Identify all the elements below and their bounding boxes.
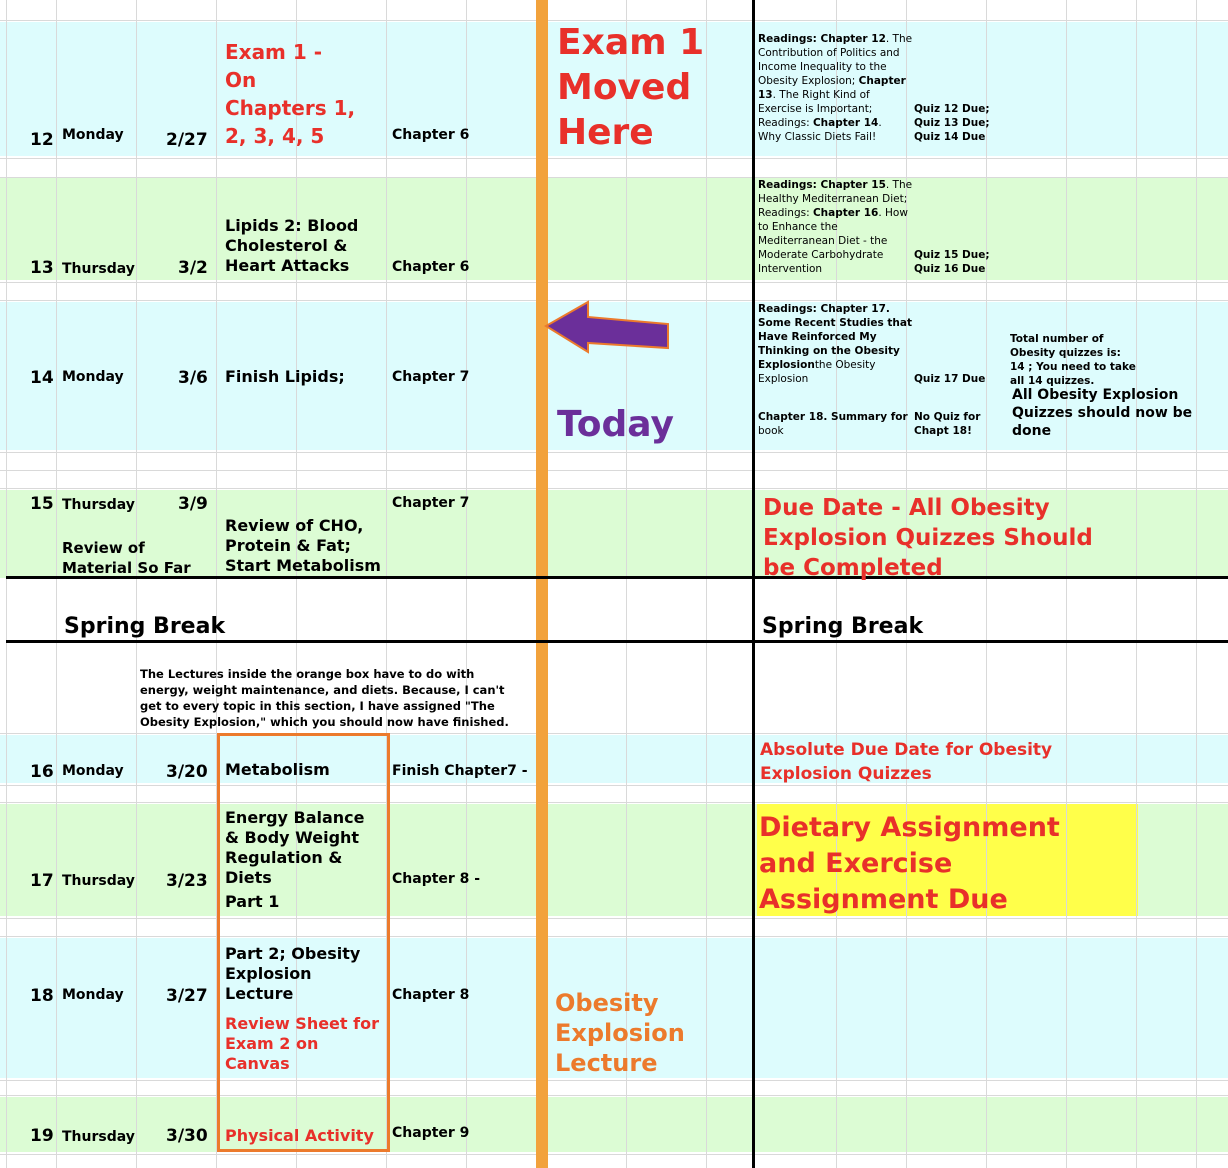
row-19-topic: Physical Activity bbox=[225, 1126, 374, 1145]
orange-divider bbox=[536, 0, 548, 1168]
row-19-chapter: Chapter 9 bbox=[392, 1125, 470, 1141]
row-17-date: 3/23 bbox=[166, 871, 208, 891]
row-15-date: 3/9 bbox=[178, 494, 208, 514]
obesity-explosion-lecture-note: Obesity Explosion Lecture bbox=[555, 989, 685, 1077]
row-19-day: Thursday bbox=[62, 1129, 135, 1145]
exam-moved-note: Exam 1 Moved Here bbox=[557, 22, 705, 153]
dietary-assignment-due: Dietary Assignment and Exercise Assignment Due bbox=[759, 812, 1060, 915]
row-12-readings: Readings: Chapter 12. The Contribution of Politics and Income Inequality to the Obesity Explosion; Chapter 13. The Right Kind of Exercise is Important; Readings: Chapter 14. Why Classic Diets Fail! bbox=[758, 33, 913, 143]
row-12-chapter: Chapter 6 bbox=[392, 127, 470, 143]
row-13-date: 3/2 bbox=[178, 258, 208, 278]
no-quiz-note: No Quiz for Chapt 18! bbox=[914, 411, 981, 437]
row-17-day: Thursday bbox=[62, 873, 135, 889]
row-18-date: 3/27 bbox=[166, 986, 208, 1006]
row-13-readings: Readings: Chapter 15. The Healthy Mediterranean Diet; Readings: Chapter 16. How to Enhance the Mediterranean Diet - the Moderate Carbohydrate Intervention bbox=[758, 179, 913, 275]
row-17-topic: Energy Balance & Body Weight Regulation & Diets Part 1 bbox=[225, 808, 365, 911]
row-14-day: Monday bbox=[62, 369, 124, 385]
row-15-day: Thursday bbox=[62, 497, 135, 513]
row-15-chapter: Chapter 7 bbox=[392, 495, 470, 511]
row-14-topic: Finish Lipids; bbox=[225, 367, 345, 386]
row-13-chapter: Chapter 6 bbox=[392, 259, 470, 275]
due-all-obesity-quizzes: Due Date - All Obesity Explosion Quizzes Should be Completed bbox=[763, 495, 1093, 581]
row-15-number: 15 bbox=[30, 494, 54, 514]
row-12-number: 12 bbox=[30, 130, 54, 150]
row-18-chapter: Chapter 8 bbox=[392, 987, 470, 1003]
absolute-due-date: Absolute Due Date for Obesity Explosion Quizzes bbox=[760, 740, 1053, 784]
row-19-number: 19 bbox=[30, 1126, 54, 1146]
row-16-topic: Metabolism bbox=[225, 760, 330, 779]
today-label: Today bbox=[557, 404, 674, 445]
row-12-day: Monday bbox=[62, 127, 124, 143]
spring-break-bottom-line bbox=[6, 640, 1228, 643]
arrow-left-icon bbox=[542, 300, 674, 356]
row-15-review-note: Review of Material So Far bbox=[62, 539, 191, 577]
row-18-topic: Part 2; Obesity Explosion Lecture bbox=[225, 944, 361, 1003]
row-14-chapter: Chapter 7 bbox=[392, 369, 470, 385]
row-13-topic: Lipids 2: Blood Cholesterol & Heart Attacks bbox=[225, 216, 359, 275]
row-14-date: 3/6 bbox=[178, 368, 208, 388]
row-13-quiz-due: Quiz 15 Due; Quiz 16 Due bbox=[914, 249, 990, 275]
row-17-chapter: Chapter 8 - bbox=[392, 871, 481, 887]
spring-break-left: Spring Break bbox=[64, 614, 226, 639]
row-16-date: 3/20 bbox=[166, 762, 208, 782]
chapter-18-readings: Chapter 18. Summary for book bbox=[758, 411, 908, 437]
row-12-topic: Exam 1 - On Chapters 1, 2, 3, 4, 5 bbox=[225, 40, 356, 148]
row-14-quiz-due: Quiz 17 Due bbox=[914, 373, 986, 385]
row-13-day: Thursday bbox=[62, 261, 135, 277]
row-16-number: 16 bbox=[30, 762, 54, 782]
row-14-number: 14 bbox=[30, 368, 54, 388]
row-14-readings: Readings: Chapter 17. Some Recent Studies that Have Reinforced My Thinking on the Obesity Explosionthe Obesity Explosion bbox=[758, 303, 912, 385]
review-sheet-note: Review Sheet for Exam 2 on Canvas bbox=[225, 1014, 379, 1073]
black-divider bbox=[752, 0, 755, 1168]
all-done-note: All Obesity Explosion Quizzes should now be done bbox=[1012, 387, 1193, 439]
row-15-topic: Review of CHO, Protein & Fat; Start Metabolism bbox=[225, 516, 381, 575]
row-12-quiz-due: Quiz 12 Due; Quiz 13 Due; Quiz 14 Due bbox=[914, 103, 990, 143]
row-18-number: 18 bbox=[30, 986, 54, 1006]
row-16-chapter: Finish Chapter7 - bbox=[392, 763, 528, 779]
spring-break-right: Spring Break bbox=[762, 614, 924, 639]
total-quizzes-note: Total number of Obesity quizzes is: 14 ; You need to take all 14 quizzes. bbox=[1010, 333, 1136, 387]
row-19-date: 3/30 bbox=[166, 1126, 208, 1146]
orange-lecture-box bbox=[217, 733, 390, 1152]
row-13-number: 13 bbox=[30, 258, 54, 278]
row-16-day: Monday bbox=[62, 763, 124, 779]
row-17-number: 17 bbox=[30, 871, 54, 891]
orange-box-intro: The Lectures inside the orange box have to do with energy, weight maintenance, and diets. Because, I can't get to every topic in this section, I have assigned "The Obesity Explosion," which you should now have finished. bbox=[140, 667, 509, 729]
row-12-date: 2/27 bbox=[166, 130, 208, 150]
row-18-day: Monday bbox=[62, 987, 124, 1003]
